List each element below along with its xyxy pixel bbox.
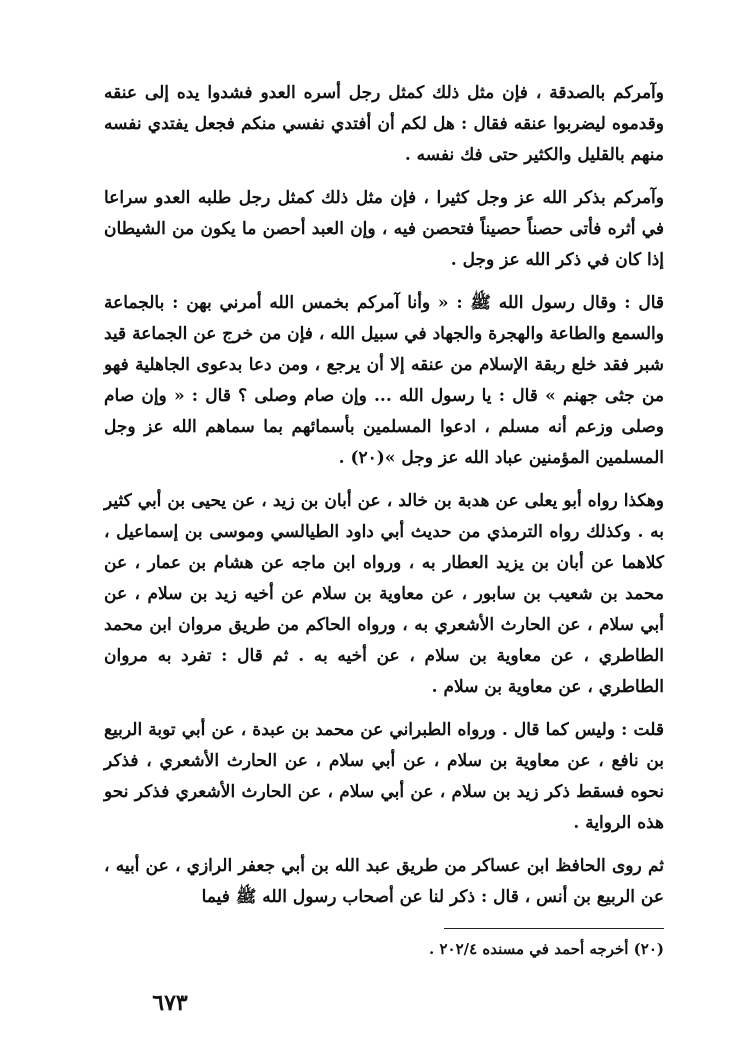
footnote-divider — [444, 928, 664, 929]
paragraph-5: قلت : وليس كما قال . ورواه الطبراني عن محمد بن عبدة ، عن أبي توبة الربيع بن نافع ، عن معاوية بن سلام ، عن أبي سلام ، عن الحارث الأشعري ، فذكر نحوه فسقط ذكر زيد بن سلام ، عن أبي سلام ، عن الحارث الأشعري فذكر نحو هذه الرواية . — [104, 720, 664, 833]
main-text — [104, 78, 664, 913]
paragraph-4: وهكذا رواه أبو يعلى عن هدبة بن خالد ، عن أبان بن زيد ، عن يحيى بن أبي كثير به . وكذلك رواه الترمذي من حديث أبي داود الطيالسي وموسى بن إسماعيل ، كلاهما عن أبان بن يزيد العطار به ، ورواه ابن ماجه عن هشام بن عمار ، عن محمد بن شعيب بن سابور ، عن معاوية بن سلام عن أخيه زيد بن سلام ، عن أبي سلام ، عن الحارث الأشعري به ، ورواه الحاكم من طريق مروان ابن محمد الطاطري ، عن معاوية بن سلام ، عن أخيه به . ثم قال : تفرد به مروان الطاطري ، عن معاوية بن سلام . — [104, 491, 664, 697]
footnote: (٢٠) أخرجه أحمد في مسنده ٢٠٢/٤ . — [429, 940, 664, 958]
paragraph-1: وآمركم بالصدقة ، فإن مثل ذلك كمثل رجل أسره العدو فشدوا يده إلى عنقه وقدموه ليضربوا عنقه فقال : هل لكم أن أفتدي نفسي منكم فجعل يفتدي نفسه منهم بالقليل والكثير حتى فك نفسه . — [104, 83, 664, 165]
paragraph-2: وآمركم بذكر الله عز وجل كثيرا ، فإن مثل ذلك كمثل رجل طلبه العدو سراعا في أثره فأتى حصناً حصيناً فتحصن فيه ، وإن العبد أحصن ما يكون من الشيطان إذا كان في ذكر الله عز وجل . — [104, 188, 664, 270]
paragraph-3: قال : وقال رسول الله ﷺ : « وأنا آمركم بخمس الله أمرني بهن : بالجماعة والسمع والطاعة والهجرة والجهاد في سبيل الله ، فإن من خرج عن الجماعة قيد شبر فقد خلع ربقة الإسلام من عنقه إلا أن يرجع ، ومن دعا بدعوى الجاهلية فهو من جثى جهنم » قال : يا رسول الله ... وإن صام وصلى ؟ قال : « وإن صام وصلى وزعم أنه مسلم ، ادعوا المسلمين بأسمائهم بما سماهم الله عز وجل المسلمين المؤمنين عباد الله عز وجل »(٢٠) . — [104, 293, 664, 468]
page-number: ٦٧٣ — [152, 990, 188, 1016]
paragraph-6: ثم روى الحافظ ابن عساكر من طريق عبد الله بن أبي جعفر الرازي ، عن أبيه ، عن الربيع بن أنس ، قال : ذكر لنا عن أصحاب رسول الله ﷺ فيما — [104, 856, 664, 907]
